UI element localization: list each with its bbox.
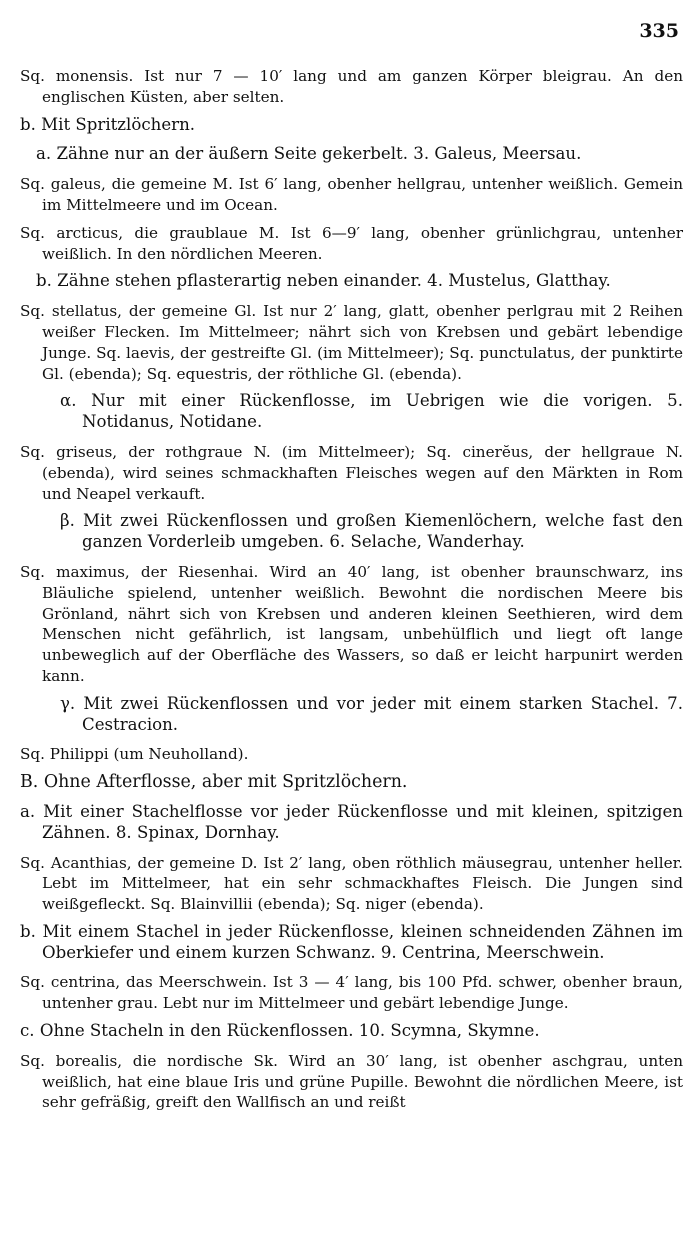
text-paragraph: Sq. arcticus, die graublaue M. Ist 6—9′ lang, obenher grünlichgrau, untenher weißlich. In den nördlichen Meeren. — [20, 223, 683, 263]
text-paragraph: Sq. Philippi (um Neuholland). — [20, 745, 249, 764]
text-paragraph: β. Mit zwei Rückenflossen und großen Kiemenlöchern, welche fast den ganzen Vorderleib umgeben. 6. Selache, Wanderhay. — [60, 511, 683, 552]
text-paragraph: Sq. maximus, der Riesenhai. Wird an 40′ lang, ist obenher braunschwarz, ins Bläuliche spielend, untenher weißlich. Bewohnt die nordischen Meere bis Grönland, nährt sich von Krebsen und anderen kleinen Seethieren, wird dem Menschen nicht gefährlich, ist langsam, unbehülflich und liegt oft lange unbeweglich auf der Oberfläche des Wassers, so daß er leicht harpunirt werden kann. — [20, 562, 683, 685]
text-paragraph: c. Ohne Stacheln in den Rückenflossen. 10. Scymna, Skymne. — [20, 1021, 540, 1041]
text-paragraph: B. Ohne Afterflosse, aber mit Spritzlöchern. — [20, 772, 408, 793]
text-paragraph: b. Mit Spritzlöchern. — [20, 114, 196, 134]
text-paragraph: Sq. borealis, die nordische Sk. Wird an 30′ lang, ist obenher aschgrau, unten weißlich, hat eine blaue Iris und grüne Pupille. Bewohnt die nördlichen Meere, ist sehr gefräßig, greift den Wallfisch an und reißt — [20, 1051, 683, 1112]
text-paragraph: a. Zähne nur an der äußern Seite gekerbelt. 3. Galeus, Meersau. — [36, 144, 582, 164]
text-paragraph: Sq. centrina, das Meerschwein. Ist 3 — 4′ lang, bis 100 Pfd. schwer, obenher braun, untenher grau. Lebt nur im Mittelmeer und gebärt lebendige Junge. — [20, 973, 683, 1013]
text-paragraph: a. Mit einer Stachelflosse vor jeder Rückenflosse und mit kleinen, spitzigen Zähnen. 8. Spinax, Dornhay. — [20, 801, 683, 842]
text-paragraph: Sq. galeus, die gemeine M. Ist 6′ lang, obenher hellgrau, untenher weißlich. Gemein im Mittelmeere und im Ocean. — [20, 175, 683, 214]
text-paragraph: Sq. stellatus, der gemeine Gl. Ist nur 2′ lang, glatt, obenher perlgrau mit 2 Reihen weißer Flecken. Im Mittelmeer; nährt sich von Krebsen und gebärt lebendige Junge. Sq. laevis, der gestreifte Gl. (im Mittelmeer); Sq. punctulatus, der punktirte Gl. (ebenda); Sq. equestris, der röthliche Gl. (ebenda). — [20, 302, 683, 383]
text-paragraph: b. Zähne stehen pflasterartig neben einander. 4. Mustelus, Glatthay. — [36, 271, 611, 291]
page-text — [20, 66, 683, 1113]
text-paragraph: Sq. griseus, der rothgraue N. (im Mittelmeer); Sq. cinerĕus, der hellgraue N. (ebenda), wird seines schmackhaften Fleisches wegen auf den Märkten in Rom und Neapel verkauft. — [20, 442, 683, 503]
text-paragraph: b. Mit einem Stachel in jeder Rückenflosse, kleinen schneidenden Zähnen im Oberkiefer und einem kurzen Schwanz. 9. Centrina, Meerschwein. — [20, 921, 683, 962]
text-paragraph: Sq. Acanthias, der gemeine D. Ist 2′ lang, oben röthlich mäusegrau, untenher heller. Lebt im Mittelmeer, hat ein sehr schmackhaftes Fleisch. Die Jungen sind weißgefleckt. Sq. Blainvillii (ebenda); Sq. niger (ebenda). — [20, 853, 683, 914]
text-paragraph: α. Nur mit einer Rückenflosse, im Uebrigen wie die vorigen. 5. Notidanus, Notidane. — [60, 391, 683, 432]
text-paragraph: Sq. monensis. Ist nur 7 — 10′ lang und am ganzen Körper bleigrau. An den englischen Küsten, aber selten. — [20, 67, 683, 106]
page-number: 335 — [639, 20, 679, 42]
text-paragraph: γ. Mit zwei Rückenflossen und vor jeder mit einem starken Stachel. 7. Cestracion. — [60, 693, 683, 734]
